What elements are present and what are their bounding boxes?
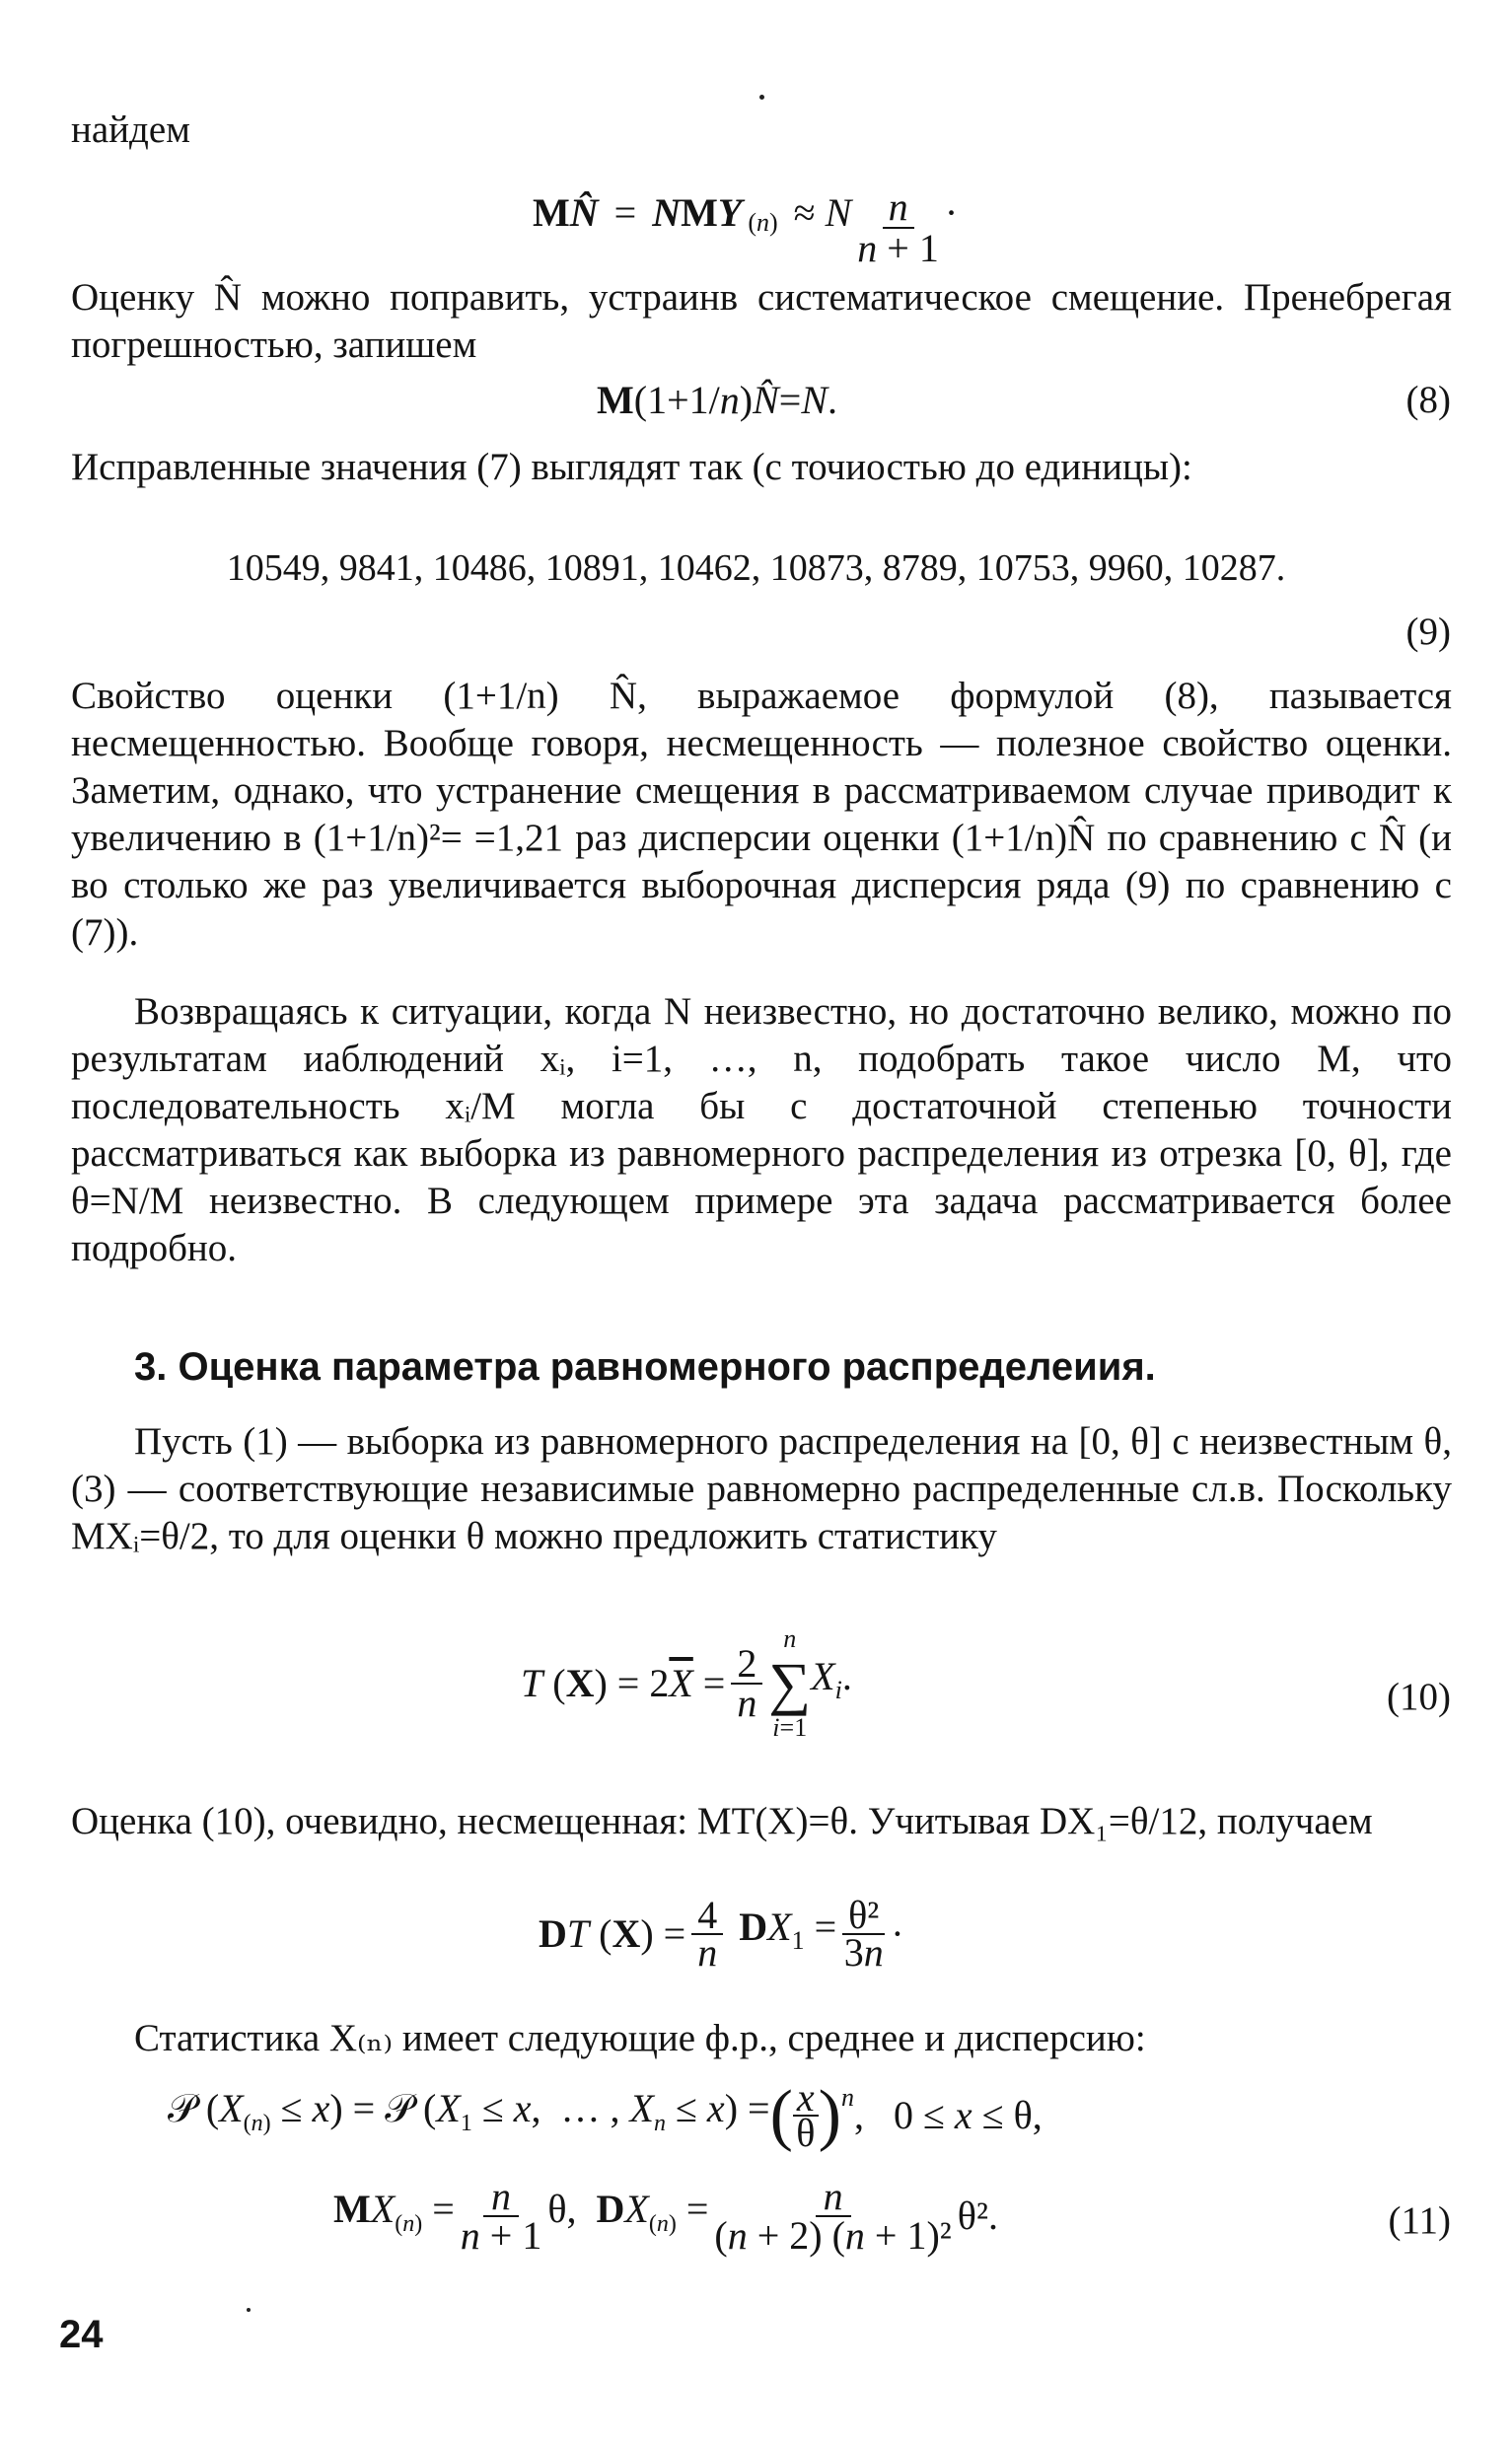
page-number: 24 xyxy=(59,2313,104,2356)
paragraph-5: Пусть (1) — выборка из равномерного распределения на [0, θ] с неизвестным θ, (3) — соответствующие независимые равномерно распределенные сл.в. Поскольку MXᵢ=θ/2, то для оценки θ можно предложить статистику xyxy=(71,1420,1452,1557)
corrected-values-list: 10549, 9841, 10486, 10891, 10462, 10873, 8789, 10753, 9960, 10287. xyxy=(226,547,1286,589)
paragraph-3: Свойство оценки (1+1/n) N̂, выражаемое формулой (8), пазывается несмещенностью. Вообще говоря, несмещенность — полезное свойство оценки. Заметим, однако, что устранение смещения в рассматриваемом случае приводит к увеличению в (1+1/n)²= =1,21 раз дисперсии оценки (1+1/n)N̂ по сравнению с N̂ (и во столько же раз увеличивается выборочная дисперсия ряда (9) по сравнению с (7)). xyxy=(71,675,1452,954)
paragraph-2: Исправленные значения (7) выглядят так (с точиостью до единицы): xyxy=(71,446,1192,488)
speck-top xyxy=(759,95,764,100)
section-heading-3: 3. Оценка параметра равномерного распределеиия. xyxy=(134,1345,1156,1389)
formula-distribution: 𝒫 $(X_{(n)} \le x)$ = 𝒫 ($X_1 \le x$, … , $X_n \le x$) = ( x θ ) $^n$ , 0 ≤ x ≤ θ, xyxy=(168,2075,1043,2155)
paragraph-1: Оценку N̂ можно поправить, устраинв систематическое смещение. Пренебрегая погрешностью, запишем xyxy=(71,276,1452,366)
formula-mn: MN̂ = NMY (n) ≈ N n n + 1 · xyxy=(533,184,959,270)
equation-label-11: (11) xyxy=(1388,2199,1451,2242)
formula-8: M(1+1/n)N̂=N. xyxy=(597,378,838,422)
intro-word: найдем xyxy=(71,108,190,151)
equation-label-9: (9) xyxy=(1405,611,1451,653)
speck-bottom xyxy=(247,2308,251,2312)
formula-11: $MX_{(n)}$ = $\frac{n}{n + 1}$ θ, $DX_{(n)}$ = $\frac{n}{\text{(n + 2) (n + 1)²}}$ θ². xyxy=(333,2174,998,2258)
paragraph-6: Оценка (10), очевидно, несмещенная: MT(X)=θ. Учитывая DX₁=θ/12, получаем xyxy=(71,1800,1373,1842)
equation-label-10: (10) xyxy=(1387,1676,1451,1718)
paragraph-7: Статистика X₍ₙ₎ имеет следующие ф.р., среднее и дисперсию: xyxy=(134,2017,1146,2059)
formula-10: T $(X) = 2\overline{X}$ = $\frac{2}{n}$ n ∑ i=1 $X_i$. xyxy=(521,1624,852,1742)
equation-label-8: (8) xyxy=(1405,379,1451,421)
paragraph-4: Возвращаясь к ситуации, когда N неизвестно, но достаточно велико, можно по результатам иаблюдений xᵢ, i=1, …, n, подобрать такое число M, что последовательность xᵢ/M могла бы с достаточной степенью точности рассматриваться как выборка из равномерного распределения из отрезка [0, θ], где θ=N/M неизвестно. В следующем примере эта задача рассматривается более подробно. xyxy=(71,990,1452,1269)
formula-dt: DT (X) = $\frac{4}{n}$ $DX_1$ = $\frac{\text{θ²}}{3n}$ · xyxy=(539,1893,904,1975)
